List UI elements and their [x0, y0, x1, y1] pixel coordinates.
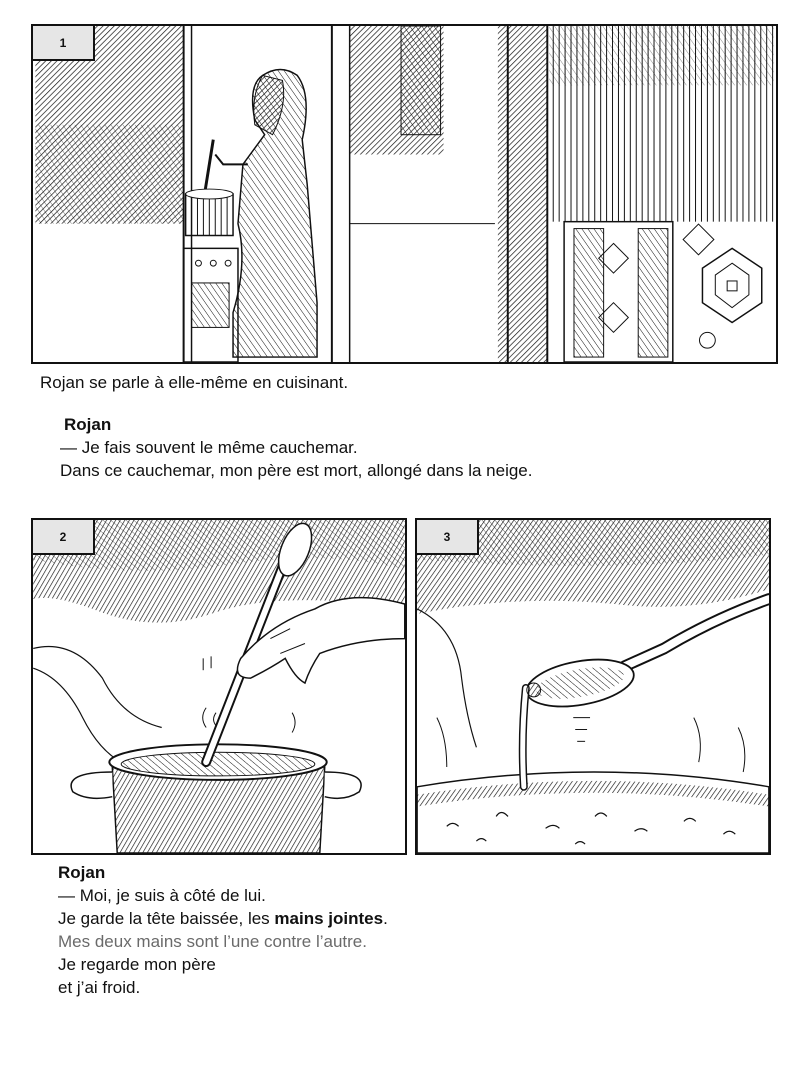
panel-3-illustration: [417, 520, 769, 853]
panel-1-illustration: [33, 26, 776, 362]
panel-number: 2: [31, 518, 95, 555]
dialogue-line: Je regarde mon père: [58, 955, 216, 974]
emphasis-text: mains jointes: [274, 909, 384, 928]
dialogue-line: et j’ai froid.: [58, 978, 141, 997]
dialogue-line: [58, 907, 388, 930]
panel-2: [31, 518, 407, 855]
caption: Rojan se parle à elle-même en cuisinant.: [40, 373, 349, 392]
panel-2-illustration: [33, 520, 405, 853]
dialogue-line: — Je fais souvent le même cauchemar.: [60, 438, 358, 457]
dialogue-line-grey: Mes deux mains sont l’une contre l’autre.: [58, 932, 367, 951]
panel-number: 3: [415, 518, 479, 555]
speaker-name: Rojan: [64, 415, 112, 434]
dialogue-line: — Moi, je suis à côté de lui.: [58, 886, 266, 905]
dialogue-text: Je garde la tête baissée, les: [58, 909, 275, 928]
panel-1: [31, 24, 778, 364]
panel-3: [415, 518, 771, 855]
dialogue-line: Dans ce cauchemar, mon père est mort, allongé dans la neige.: [60, 461, 533, 480]
dialogue-text: .: [383, 909, 388, 928]
speaker-name: Rojan: [58, 863, 106, 882]
panel-number: 1: [31, 24, 95, 61]
